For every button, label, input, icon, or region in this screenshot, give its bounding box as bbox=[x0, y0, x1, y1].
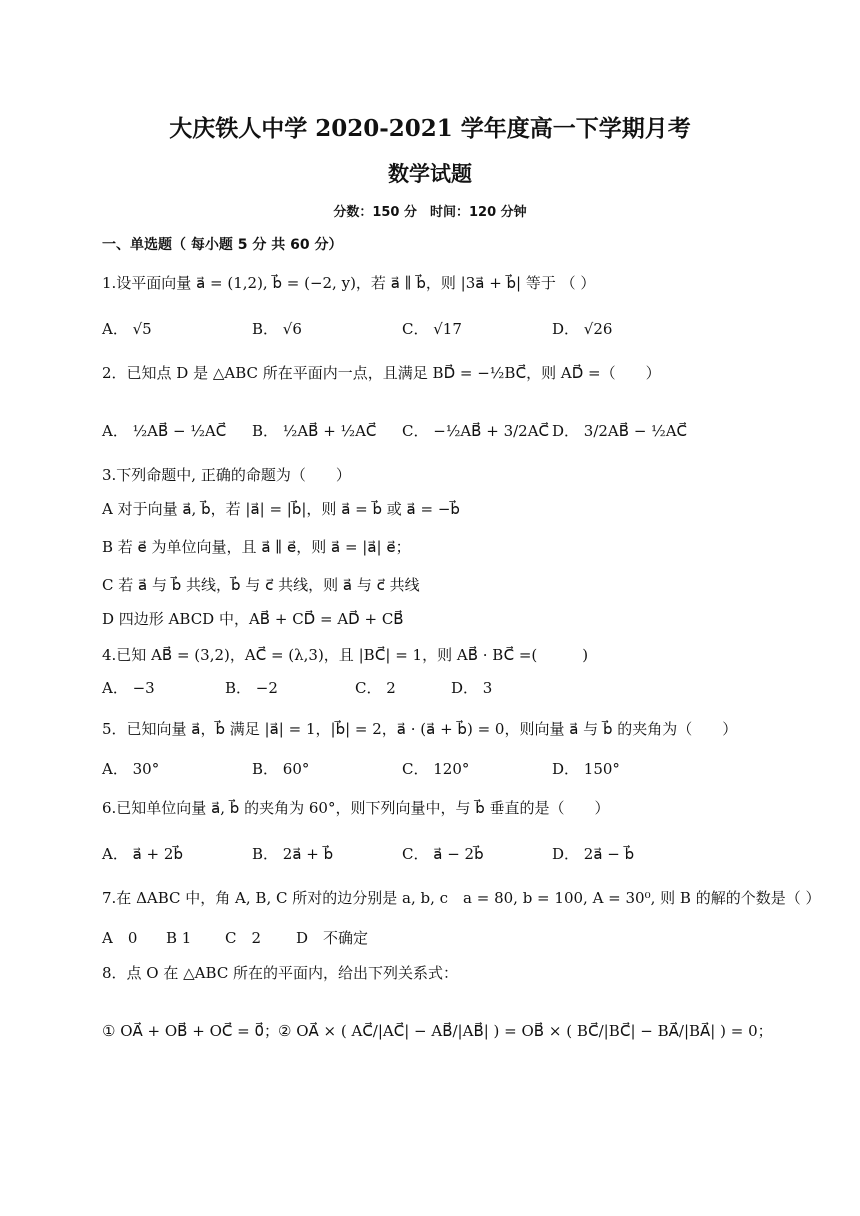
question-5-stem: 5．已知向量 a⃗，b⃗ 满足 |a⃗| = 1，|b⃗| = 2，a⃗ · (a⃗ + b⃗) = 0，则向量 a⃗ 与 b⃗ 的夹角为（ ） bbox=[102, 720, 738, 738]
q3-option-c: C 若 a⃗ 与 b⃗ 共线，b⃗ 与 c⃗ 共线，则 a⃗ 与 c⃗ 共线 bbox=[102, 576, 420, 594]
q7-option-b: B 1 bbox=[166, 929, 192, 947]
q2-option-c: C． −½AB⃗ + 3/2AC⃗ bbox=[402, 422, 550, 440]
question-8-stem: 8．点 O 在 △ABC 所在的平面内，给出下列关系式： bbox=[102, 964, 459, 982]
q4-option-c: C． 2 bbox=[355, 679, 396, 697]
q8-formula-2: ② OA⃗ × ( AC⃗/|AC⃗| − AB⃗/|AB⃗| ) = OB⃗ × ( BC⃗/|BC⃗| − BA⃗/|BA⃗| ) = 0； bbox=[278, 1022, 773, 1040]
exam-title: 大庆铁人中学 2020-2021 学年度高一下学期月考 bbox=[169, 115, 691, 142]
q5-option-c: C． 120° bbox=[402, 760, 470, 778]
q3-option-b: B 若 e⃗ 为单位向量，且 a⃗ ∥ e⃗，则 a⃗ = |a⃗| e⃗； bbox=[102, 538, 411, 556]
q5-option-a: A． 30° bbox=[102, 760, 160, 778]
question-2-stem: 2．已知点 D 是 △ABC 所在平面内一点，且满足 BD⃗ = −½BC⃗，则 AD⃗ =（ ） bbox=[102, 364, 661, 382]
q1-option-a: A． √5 bbox=[102, 320, 152, 338]
q7-option-a: A 0 bbox=[102, 929, 138, 947]
question-1-stem: 1.设平面向量 a⃗ = (1,2), b⃗ = (−2, y)，若 a⃗ ∥ b⃗，则 |3a⃗ + b⃗| 等于 （ ） bbox=[102, 274, 596, 292]
q2-option-d: D． 3/2AB⃗ − ½AC⃗ bbox=[552, 422, 688, 440]
exam-subtitle: 数学试题 bbox=[388, 161, 472, 186]
q2-option-b: B． ½AB⃗ + ½AC⃗ bbox=[252, 422, 377, 440]
q5-option-d: D． 150° bbox=[552, 760, 620, 778]
question-4-stem: 4.已知 AB⃗ = (3,2)，AC⃗ = (λ,3)，且 |BC⃗| = 1，则 AB⃗ · BC⃗ =( ) bbox=[102, 646, 589, 664]
score-time: 分数：150 分 时间：120 分钟 bbox=[333, 205, 527, 220]
q8-formula-1: ① OA⃗ + OB⃗ + OC⃗ = 0⃗； bbox=[102, 1022, 279, 1040]
q5-option-b: B． 60° bbox=[252, 760, 310, 778]
question-7-stem: 7.在 ΔABC 中，角 A, B, C 所对的边分别是 a, b, c a = 80, b = 100, A = 30⁰, 则 B 的解的个数是（ ） bbox=[102, 889, 821, 907]
q2-option-a: A． ½AB⃗ − ½AC⃗ bbox=[102, 422, 227, 440]
q4-option-b: B． −2 bbox=[225, 679, 278, 697]
q1-option-b: B． √6 bbox=[252, 320, 302, 338]
q6-option-d: D． 2a⃗ − b⃗ bbox=[552, 845, 635, 863]
q3-option-a: A 对于向量 a⃗, b⃗，若 |a⃗| = |b⃗|，则 a⃗ = b⃗ 或 a⃗ = −b⃗ bbox=[102, 500, 460, 518]
question-6-stem: 6.已知单位向量 a⃗, b⃗ 的夹角为 60°，则下列向量中，与 b⃗ 垂直的是（ ） bbox=[102, 799, 610, 817]
q7-option-d: D 不确定 bbox=[296, 929, 369, 947]
q7-option-c: C 2 bbox=[225, 929, 262, 947]
q3-option-d: D 四边形 ABCD 中，AB⃗ + CD⃗ = AD⃗ + CB⃗ bbox=[102, 610, 404, 628]
q4-option-a: A． −3 bbox=[102, 679, 155, 697]
q6-option-c: C． a⃗ − 2b⃗ bbox=[402, 845, 484, 863]
q6-option-a: A． a⃗ + 2b⃗ bbox=[102, 845, 183, 863]
q1-option-d: D． √26 bbox=[552, 320, 613, 338]
q1-option-c: C． √17 bbox=[402, 320, 462, 338]
q4-option-d: D． 3 bbox=[451, 679, 493, 697]
section-heading: 一、单选题（ 每小题 5 分 共 60 分） bbox=[102, 237, 343, 253]
q6-option-b: B． 2a⃗ + b⃗ bbox=[252, 845, 334, 863]
question-3-stem: 3.下列命题中, 正确的命题为（ ） bbox=[102, 466, 351, 484]
